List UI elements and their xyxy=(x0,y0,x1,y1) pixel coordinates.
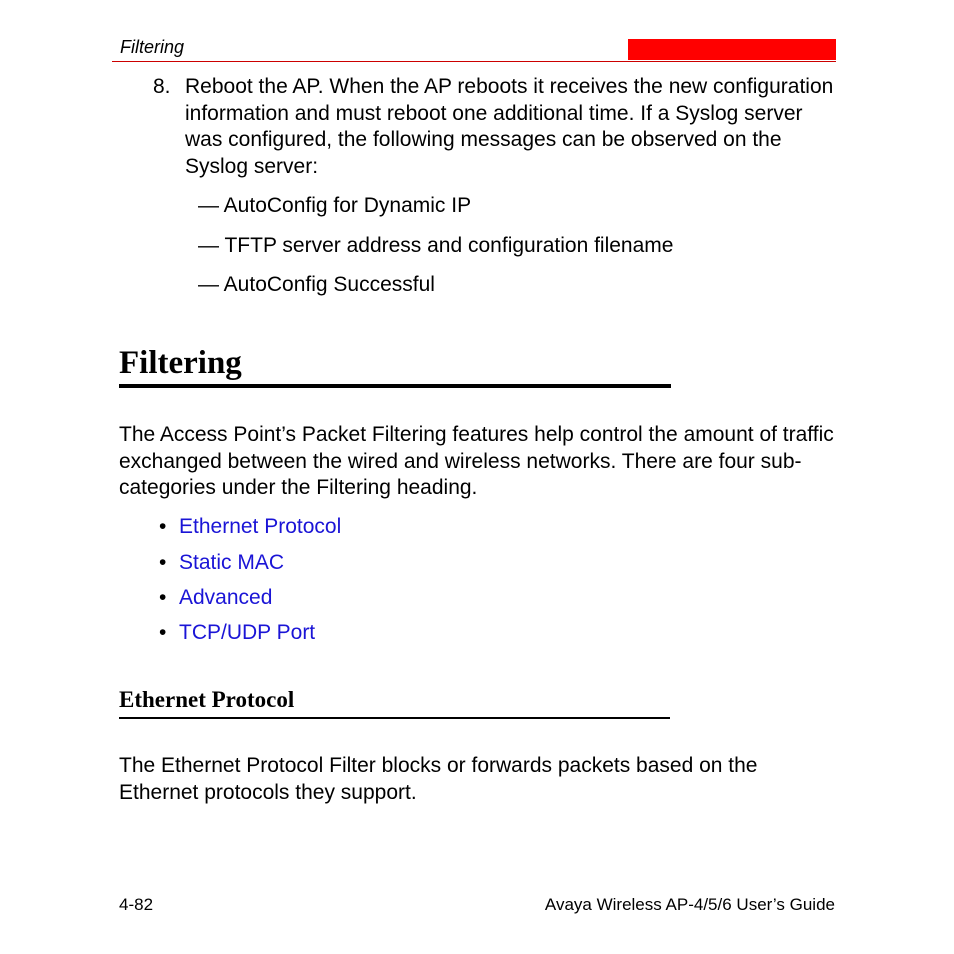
syslog-message: — AutoConfig for Dynamic IP xyxy=(198,194,472,217)
bullet-icon: • xyxy=(159,515,167,538)
running-header-title: Filtering xyxy=(120,37,185,57)
link-ethernet-protocol[interactable]: Ethernet Protocol xyxy=(179,515,342,538)
link-tcp-udp-port[interactable]: TCP/UDP Port xyxy=(179,621,316,644)
bullet-icon: • xyxy=(159,586,167,609)
step-text: Reboot the AP. When the AP reboots it receives the new configuration information and must reboot one additional time. If a Syslog server was configured, the following messages can be observed on the Syslog server: xyxy=(185,75,834,178)
heading-rule xyxy=(119,384,671,388)
header-accent-bar xyxy=(628,39,836,60)
filtering-intro-paragraph: The Access Point’s Packet Filtering features help control the amount of traffic exchanged between the wired and wireless networks. There are four sub-categories under the Filtering heading. xyxy=(119,423,834,499)
header-rule xyxy=(112,61,836,62)
ethernet-protocol-paragraph: The Ethernet Protocol Filter blocks or forwards packets based on the Ethernet protocols they support. xyxy=(119,754,758,804)
syslog-message: — AutoConfig Successful xyxy=(198,273,435,296)
page-number: 4-82 xyxy=(119,895,154,914)
section-heading-filtering: Filtering xyxy=(119,345,242,381)
subsection-heading-ethernet-protocol: Ethernet Protocol xyxy=(119,687,295,712)
syslog-message: — TFTP server address and configuration filename xyxy=(198,234,674,257)
footer-guide-title: Avaya Wireless AP-4/5/6 User’s Guide xyxy=(544,895,835,914)
link-advanced[interactable]: Advanced xyxy=(179,586,273,609)
link-static-mac[interactable]: Static MAC xyxy=(179,551,285,574)
step-number: 8. xyxy=(153,75,171,98)
bullet-icon: • xyxy=(159,621,167,644)
subheading-rule xyxy=(119,717,670,719)
bullet-icon: • xyxy=(159,551,167,574)
